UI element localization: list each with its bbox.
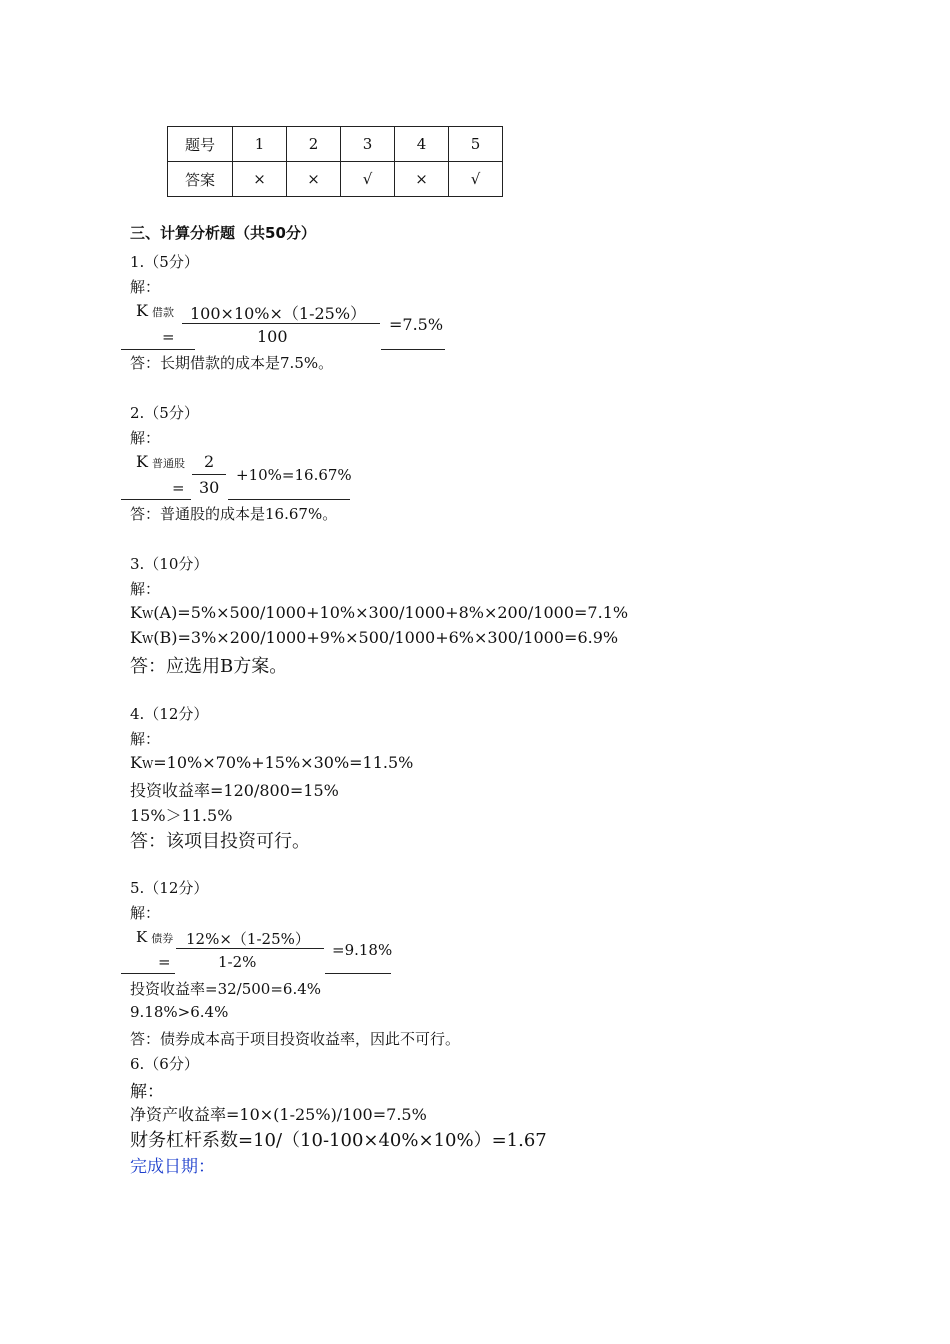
underline-right <box>325 973 391 974</box>
formula-subscript: 债券 <box>151 932 174 945</box>
fraction-bar <box>182 323 380 324</box>
calc-line: KW(A)=5%×500/1000+10%×300/1000+8%×200/1000=7.1% <box>130 603 629 622</box>
calc-line: 净资产收益率=10×(1-25%)/100=7.5% <box>130 1105 427 1124</box>
solution-label: 解： <box>130 580 161 598</box>
question-1-answer: 答：长期借款的成本是7.5%。 <box>130 354 334 372</box>
fraction-bar <box>192 474 226 475</box>
formula-equals: = <box>172 479 185 497</box>
subscript: W <box>141 608 154 621</box>
underline-left <box>121 973 175 974</box>
calc-line: 15%＞11.5% <box>130 806 233 825</box>
formula-k: K 债券 <box>136 928 174 946</box>
table-number-cell: 5 <box>449 127 503 162</box>
formula-subscript: 借款 <box>151 306 174 319</box>
solution-label: 解： <box>130 1082 164 1102</box>
table-answer-cell: √ <box>341 162 395 197</box>
calc-line: 财务杠杆系数=10/（10-100×40%×10%）=1.67 <box>130 1130 547 1151</box>
calc-line: KW=10%×70%+15%×30%=11.5% <box>130 753 414 772</box>
solution-label: 解： <box>130 429 161 447</box>
completion-date-label: 完成日期： <box>130 1157 215 1177</box>
underline-left <box>121 499 191 500</box>
fraction-numerator: 100×10%×（1-25%） <box>190 304 367 323</box>
fraction-denominator: 30 <box>199 478 220 497</box>
calc-line: KW(B)=3%×200/1000+9%×500/1000+6%×300/1000=6.9% <box>130 628 619 647</box>
question-4-answer: 答：该项目投资可行。 <box>130 831 310 852</box>
table-answer-cell: √ <box>449 162 503 197</box>
formula-equals: = <box>158 953 171 971</box>
question-4-heading: 4.（12分） <box>130 705 209 723</box>
table-number-cell: 4 <box>395 127 449 162</box>
table-number-cell: 2 <box>287 127 341 162</box>
question-2-answer: 答：普通股的成本是16.67%。 <box>130 505 338 523</box>
subscript: W <box>141 633 154 646</box>
table-answer-cell: × <box>233 162 287 197</box>
fraction-denominator: 1-2% <box>218 953 257 971</box>
table-answer-label: 答案 <box>168 162 233 197</box>
formula-result: =7.5% <box>389 315 444 334</box>
solution-label: 解： <box>130 904 161 922</box>
calc-line: 9.18%>6.4% <box>130 1003 229 1021</box>
question-3-answer: 答：应选用B方案。 <box>130 656 288 677</box>
table-header-label: 题号 <box>168 127 233 162</box>
formula-subscript: 普通股 <box>151 457 185 470</box>
calc-line: 投资收益率=32/500=6.4% <box>130 980 322 998</box>
subscript: W <box>141 758 154 771</box>
fraction-bar <box>176 948 324 949</box>
question-6-heading: 6.（6分） <box>130 1055 199 1073</box>
table-answer-cell: × <box>287 162 341 197</box>
formula-k: K 借款 <box>136 301 174 320</box>
fraction-numerator: 2 <box>204 452 215 471</box>
underline-right <box>228 499 350 500</box>
table-row <box>168 162 503 197</box>
fraction-denominator: 100 <box>257 327 288 346</box>
calc-line: 投资收益率=120/800=15% <box>130 781 339 800</box>
table-number-cell: 1 <box>233 127 287 162</box>
formula-result: =9.18% <box>332 941 393 959</box>
formula-result: +10%=16.67% <box>236 466 352 484</box>
fraction-numerator: 12%×（1-25%） <box>186 930 310 948</box>
question-2-heading: 2.（5分） <box>130 404 199 422</box>
question-1-heading: 1.（5分） <box>130 253 199 271</box>
answer-table <box>167 126 503 197</box>
underline-right <box>381 349 445 350</box>
section-title: 三、计算分析题（共50分） <box>130 224 316 242</box>
formula-equals: = <box>162 328 175 346</box>
solution-label: 解： <box>130 730 161 748</box>
question-3-heading: 3.（10分） <box>130 555 209 573</box>
formula-k: K 普通股 <box>136 452 185 471</box>
question-5-answer: 答：债券成本高于项目投资收益率，因此不可行。 <box>130 1030 461 1048</box>
solution-label: 解： <box>130 278 161 296</box>
table-number-cell: 3 <box>341 127 395 162</box>
table-row <box>168 127 503 162</box>
question-5-heading: 5.（12分） <box>130 879 209 897</box>
underline-left <box>121 349 195 350</box>
table-answer-cell: × <box>395 162 449 197</box>
